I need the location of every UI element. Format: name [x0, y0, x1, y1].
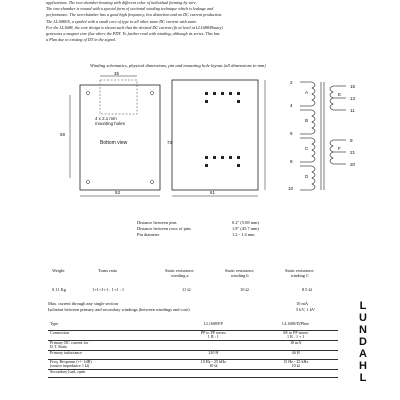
spec-value: 1.8" (45.7 mm) [232, 226, 259, 231]
table-cell: PP to PP stereo 1 B : 1 [173, 330, 253, 340]
intro-line: performance. The two-chamber has a good high frequency, low distortion and no DC current production. [46, 12, 223, 18]
winding-letter: A [305, 90, 309, 95]
note-max-current-value: 10 mA [296, 301, 309, 306]
pin-number: 11 [350, 108, 355, 113]
intro-line: The LL1688/S, a symbol with a small core of type to all other same DC current with same. [46, 18, 198, 24]
pin-number: 9 [350, 138, 353, 143]
res-header-turns: Turns ratio [98, 268, 118, 273]
res-value-turns: 1+1+1+1 : 1+1 : 1 [92, 287, 125, 292]
table-cell: Secondary load, open [48, 369, 173, 378]
table-cell: LL1688/D/Pline [253, 322, 338, 330]
table-row [48, 350, 338, 359]
table-header [48, 322, 338, 330]
winding-letter: E [338, 92, 342, 97]
brand-logo [356, 300, 370, 384]
table-cell: Primary DC current for D.T. Ratio [48, 340, 173, 350]
table-row [48, 330, 338, 340]
dim-label-bottom-left: 53 [115, 190, 120, 195]
intro-line: applications. The two-chamber housing with different color of individual forming by wire. [46, 0, 197, 5]
dim-label-left: 58 [60, 132, 65, 137]
spec-table [48, 322, 338, 378]
logo-letter: L [359, 300, 367, 312]
table-cell: LL1688/PP [173, 322, 253, 330]
logo-letter: L [359, 372, 367, 384]
res-value-weight: 0.11 Kg [52, 287, 66, 292]
mounting-hole [86, 180, 89, 183]
note-isolation-value: 5 kV, 1 kV [296, 307, 315, 312]
note-isolation: Isolation between primary and secondary windings (between windings and core) [48, 307, 190, 312]
table-cell: 10 mA [253, 340, 338, 350]
table-row [48, 359, 338, 369]
logo-letter: U [359, 312, 367, 324]
res-header-b: Static resistance, winding b [225, 268, 255, 278]
dim-label-top: 35 [114, 71, 119, 76]
res-header-c: Static resistance, winding C [285, 268, 315, 278]
pin-number: 21 [350, 150, 356, 155]
mounting-hole [86, 91, 89, 94]
dim-label-bottom-right: 61 [210, 190, 215, 195]
res-value-c: 8.5 Ω [302, 287, 312, 292]
intro-line: The two-chamber is wound with a special form of sectional winding technique which is leakage and [46, 6, 214, 12]
table-cell: Primary inductance [48, 350, 173, 359]
spec-label: Distance between pins [137, 220, 177, 225]
intro-line: a Plan due to existing of DT in the signal. [46, 37, 116, 43]
res-value-a: 11 Ω [182, 287, 191, 292]
winding-letter: D [305, 174, 309, 179]
spec-label: Pin diameter [137, 232, 160, 237]
pin-number: 8 [290, 159, 293, 164]
mounting-hole [150, 91, 153, 94]
pin-number: 2 [290, 80, 293, 85]
logo-letter: N [359, 324, 367, 336]
spec-value: 1.2 - 1.4 mm [232, 232, 255, 237]
bottom-view-label: Bottom view [100, 140, 128, 146]
pin-number: 15 [350, 84, 356, 89]
table-cell: Type [48, 322, 173, 330]
pin-number: 4 [290, 103, 293, 108]
note-max-current: Max. current through any single section [48, 301, 118, 306]
logo-letter: D [359, 336, 367, 348]
res-header-a: Static resistance, winding a [165, 268, 195, 278]
table-cell: SE to PP stereo 1 B : 1 + 1 [253, 330, 338, 340]
logo-letter: A [359, 348, 367, 360]
table-cell: 120 H [173, 350, 253, 359]
table-row [48, 340, 338, 350]
table-cell: 15 Hz - 25 kHz 10 Ω [253, 359, 338, 369]
intro-line: generates a magnet core flux where the PDT. To further read with winding, although its series. This has [46, 31, 220, 37]
res-value-b: 10 Ω [240, 287, 249, 292]
bottom-view-outline [80, 85, 160, 190]
winding-letter: C [305, 146, 309, 151]
table-cell [173, 340, 253, 350]
logo-letter: H [359, 360, 367, 372]
winding-letter: F [338, 146, 341, 151]
pin-number: 6 [290, 131, 293, 136]
pin-grid [205, 92, 240, 167]
spec-label: Distance between rows of pins [137, 226, 191, 231]
dim-label-right: 73 [167, 140, 172, 145]
table-cell: Connection [48, 330, 173, 340]
intro-line: For the LL1688, the core design is shown such that the desired DC current (fit at level at LL1688/Binary) [46, 24, 223, 30]
table-cell: Freq. Response (+/- 1dB) (source impedance 1 Ω) [48, 359, 173, 369]
table-cell: 10 Hz - 25 kHz 10 Ω [173, 359, 253, 369]
pin-number: 20 [350, 162, 356, 167]
res-header-weight: Weight [52, 268, 65, 273]
logo-letters [356, 300, 370, 384]
mounting-holes-label: 4 x 2.1 mm mounting holes [95, 116, 125, 126]
winding-letter: B [305, 118, 309, 123]
pin-number: 10 [288, 186, 294, 191]
top-view-outline [172, 80, 258, 190]
table-cell [173, 369, 253, 378]
table-row [48, 369, 338, 378]
table-cell [253, 369, 338, 378]
schematic-title: Winding schematics, physical dimensions, pin and mounting hole layout (all dimensions in mm) [90, 63, 266, 68]
spec-value: 0.2" (5.08 mm) [232, 220, 259, 225]
table-cell: 46 H [253, 350, 338, 359]
pin-number: 13 [350, 96, 356, 101]
mounting-hole [150, 180, 153, 183]
